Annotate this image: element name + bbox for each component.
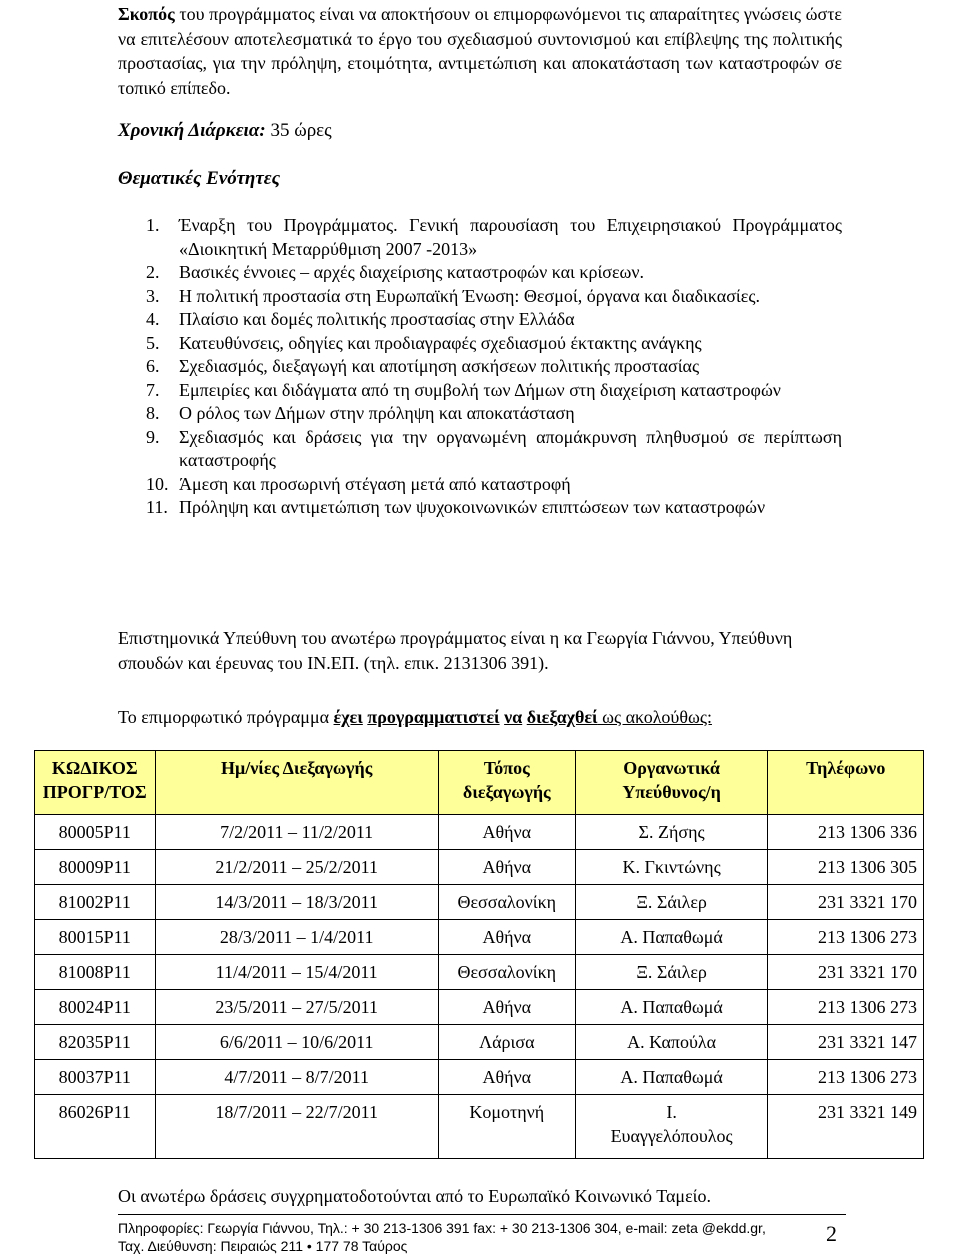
item-number: 3.	[146, 285, 160, 306]
item-number: 2.	[146, 262, 160, 282]
intro-emph: διεξαχθεί	[526, 707, 598, 727]
list-item	[146, 473, 842, 497]
intro-text: Το επιμορφωτικό πρόγραμμα	[118, 707, 334, 727]
cell-place: Θεσσαλονίκη	[438, 955, 575, 990]
list-item	[146, 379, 842, 403]
list-item	[146, 402, 842, 426]
item-text: Η πολιτική προστασία στη Ευρωπαϊκή Ένωση: Θεσμοί, όργανα και διαδικασίες.	[179, 285, 760, 306]
cell-place: Θεσσαλονίκη	[438, 885, 575, 920]
duration-line	[118, 120, 332, 142]
cell-code: 82035P11	[35, 1025, 156, 1060]
item-number: 11.	[146, 497, 168, 517]
item-text: Πρόληψη και αντιμετώπιση των ψυχοκοινωνικών επιπτώσεων των καταστροφών	[179, 497, 766, 517]
item-number: 10.	[146, 473, 169, 494]
header-organizer: Οργανωτικά Υπεύθυνος/η	[575, 751, 768, 815]
footer-info	[118, 1219, 766, 1255]
list-item	[146, 496, 842, 520]
item-text: Ο ρόλος των Δήμων στην πρόληψη και αποκατάσταση	[179, 403, 575, 423]
intro-emph: να	[504, 707, 523, 727]
item-number: 6.	[146, 356, 160, 376]
duration-label: Χρονική Διάρκεια:	[118, 120, 266, 141]
cell-dates: 11/4/2011 – 15/4/2011	[155, 955, 438, 990]
cell-organizer: Α. Παπαθωμά	[575, 990, 768, 1025]
cell-phone: 231 3321 149	[768, 1095, 924, 1159]
table-row	[35, 1025, 924, 1060]
header-dates: Ημ/νίες Διεξαγωγής	[155, 751, 438, 815]
intro-emph: έχει	[333, 707, 363, 727]
list-item	[146, 285, 842, 309]
item-text: Κατευθύνσεις, οδηγίες και προδιαγραφές σχεδιασμού έκτακτης ανάγκης	[179, 332, 702, 353]
cell-dates: 18/7/2011 – 22/7/2011	[155, 1095, 438, 1159]
table-row	[35, 885, 924, 920]
list-item	[146, 355, 842, 379]
item-number: 1.	[146, 215, 160, 235]
duration-value: 35 ώρες	[265, 120, 332, 141]
cell-place: Αθήνα	[438, 1060, 575, 1095]
cell-place: Αθήνα	[438, 990, 575, 1025]
table-row	[35, 1095, 924, 1159]
cell-phone: 231 3321 170	[768, 955, 924, 990]
cell-dates: 14/3/2011 – 18/3/2011	[155, 885, 438, 920]
cell-dates: 23/5/2011 – 27/5/2011	[155, 990, 438, 1025]
cell-phone: 213 1306 305	[768, 850, 924, 885]
item-text: Πλαίσιο και δομές πολιτικής προστασίας στην Ελλάδα	[179, 309, 575, 329]
table-row	[35, 955, 924, 990]
table-row	[35, 815, 924, 850]
purpose-label: Σκοπός	[118, 4, 175, 24]
intro-emph: προγραμματιστεί	[367, 707, 500, 727]
cell-organizer: Α. Παπαθωμά	[575, 1060, 768, 1095]
table-header-row	[35, 751, 924, 815]
cell-phone: 213 1306 273	[768, 1060, 924, 1095]
cell-organizer: Α. Καπούλα	[575, 1025, 768, 1060]
cell-place: Λάρισα	[438, 1025, 575, 1060]
header-phone: Τηλέφωνο	[768, 751, 924, 815]
purpose-text: του προγράμματος είναι να αποκτήσουν οι επιμορφωνόμενοι τις απαραίτητες γνώσεις ώστε να επιτελέσουν αποτελεσματικά το έργο του σχεδιασμού συντονισμού και επίβλεψης της πολιτικής προστασίας, για την πρόληψη, ετοιμότητα, αντιμετώπιση και αποκατάσταση των καταστροφών σε τοπικό επίπεδο.	[118, 4, 842, 98]
schedule-intro	[118, 707, 712, 728]
header-code: ΚΩΔΙΚΟΣ ΠΡΟΓΡ/ΤΟΣ	[35, 751, 156, 815]
units-list	[146, 214, 842, 520]
item-number: 9.	[146, 426, 160, 447]
cell-place: Αθήνα	[438, 920, 575, 955]
intro-text: ως ακολούθως:	[597, 707, 712, 727]
units-heading: Θεματικές Ενότητες	[118, 168, 281, 189]
list-item	[146, 214, 842, 261]
item-text: Εμπειρίες και διδάγματα από τη συμβολή των Δήμων στη διαχείριση καταστροφών	[179, 379, 781, 400]
item-number: 8.	[146, 403, 160, 423]
cell-place: Κομοτηνή	[438, 1095, 575, 1159]
table-row	[35, 850, 924, 885]
cell-organizer: Ξ. Σάιλερ	[575, 955, 768, 990]
cell-dates: 21/2/2011 – 25/2/2011	[155, 850, 438, 885]
schedule-table	[34, 750, 924, 1159]
item-number: 5.	[146, 332, 160, 353]
cell-code: 80009P11	[35, 850, 156, 885]
cell-organizer: Ι. Ευαγγελόπουλος	[575, 1095, 768, 1159]
purpose-paragraph	[118, 2, 842, 100]
page-number: 2	[826, 1221, 837, 1246]
cell-place: Αθήνα	[438, 850, 575, 885]
cell-phone: 213 1306 336	[768, 815, 924, 850]
list-item	[146, 332, 842, 356]
cell-place: Αθήνα	[438, 815, 575, 850]
list-item	[146, 308, 842, 332]
cell-organizer: Σ. Ζήσης	[575, 815, 768, 850]
cell-dates: 4/7/2011 – 8/7/2011	[155, 1060, 438, 1095]
item-number: 7.	[146, 379, 160, 400]
cell-phone: 231 3321 147	[768, 1025, 924, 1060]
cell-code: 80015P11	[35, 920, 156, 955]
table-row	[35, 990, 924, 1025]
cell-code: 81008P11	[35, 955, 156, 990]
cell-dates: 28/3/2011 – 1/4/2011	[155, 920, 438, 955]
cell-dates: 7/2/2011 – 11/2/2011	[155, 815, 438, 850]
item-text: Άμεση και προσωρινή στέγαση μετά από καταστροφή	[179, 473, 571, 494]
cell-phone: 213 1306 273	[768, 990, 924, 1025]
cell-organizer: Κ. Γκιντώνης	[575, 850, 768, 885]
footer-contact-line: Πληροφορίες: Γεωργία Γιάννου, Τηλ.: + 30 213-1306 391 fax: + 30 213-1306 304, e-mail: zeta @ekdd.gr,	[118, 1220, 766, 1236]
table-row	[35, 920, 924, 955]
responsible-paragraph: Επιστημονικά Υπεύθυνη του ανωτέρω προγράμματος είναι η κα Γεωργία Γιάννου, Υπεύθυνη σπουδών και έρευνας του ΙΝ.ΕΠ. (τηλ. επικ. 2131306 391).	[118, 628, 793, 673]
cell-code: 86026P11	[35, 1095, 156, 1159]
table-row	[35, 1060, 924, 1095]
list-item	[146, 426, 842, 473]
cell-dates: 6/6/2011 – 10/6/2011	[155, 1025, 438, 1060]
cell-code: 80005P11	[35, 815, 156, 850]
cell-code: 81002P11	[35, 885, 156, 920]
funding-note: Οι ανωτέρω δράσεις συγχρηματοδοτούνται από το Ευρωπαϊκό Κοινωνικό Ταμείο.	[118, 1186, 711, 1206]
footer-divider	[118, 1214, 846, 1215]
list-item	[146, 261, 842, 285]
cell-phone: 231 3321 170	[768, 885, 924, 920]
cell-code: 80024P11	[35, 990, 156, 1025]
item-text: Βασικές έννοιες – αρχές διαχείρισης καταστροφών και κρίσεων.	[179, 262, 645, 282]
cell-code: 80037P11	[35, 1060, 156, 1095]
cell-organizer: Α. Παπαθωμά	[575, 920, 768, 955]
item-number: 4.	[146, 309, 160, 329]
cell-phone: 213 1306 273	[768, 920, 924, 955]
item-text: Σχεδιασμός και δράσεις για την οργανωμένη απομάκρυνση πληθυσμού σε περίπτωση καταστροφής	[179, 426, 842, 470]
cell-organizer: Ξ. Σάιλερ	[575, 885, 768, 920]
item-text: Σχεδιασμός, διεξαγωγή και αποτίμηση ασκήσεων πολιτικής προστασίας	[179, 356, 700, 376]
header-place: Τόπος διεξαγωγής	[438, 751, 575, 815]
item-text: Έναρξη του Προγράμματος. Γενική παρουσίαση του Επιχειρησιακού Προγράμματος «Διοικητική Μεταρρύθμιση 2007 -2013»	[179, 215, 842, 259]
footer-address-line: Ταχ. Διεύθυνση: Πειραιώς 211 • 177 78 Ταύρος	[118, 1238, 408, 1254]
